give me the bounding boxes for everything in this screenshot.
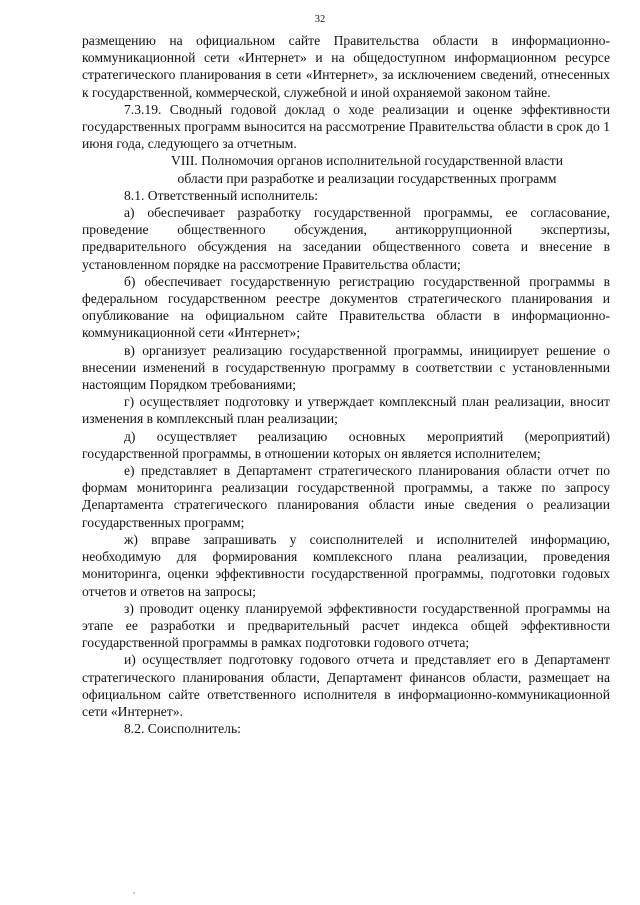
paragraph: 7.3.19. Сводный годовой доклад о ходе реализации и оценке эффективности государственных программ выносится на рассмотрение Правительства области в срок до 1 июня года, следующего за отчетным.	[82, 101, 610, 152]
paragraph: з) проводит оценку планируемой эффективности государственной программы на этапе ее разработки и предварительный расчет индекса общей эффективности государственной программы в рамках подготовки годового отчета;	[82, 600, 610, 651]
section-heading-line: VIII. Полномочия органов исполнительной государственной власти	[171, 153, 563, 169]
paragraph: г) осуществляет подготовку и утверждает комплексный план реализации, вносит изменения в комплексный план реализации;	[82, 394, 610, 427]
paragraph: и) осуществляет подготовку годового отчета и представляет его в Департамент стратегического планирования области, Департамент финансов области, размещает на официальном сайте ответственного исполнителя в информационно-коммуникационной сети «Интернет».	[82, 652, 610, 719]
paragraph: е) представляет в Департамент стратегического планирования области отчет по формам мониторинга реализации государственной программы, а также по запросу Департамента стратегического планирования области иные сведения о реализации государственных программ;	[82, 463, 610, 530]
document-body	[82, 32, 610, 737]
scan-speck	[133, 892, 135, 894]
paragraph: б) обеспечивает государственную регистрацию государственной программы в федеральном государственном реестре документов стратегического планирования и опубликование на официальном сайте Правительства области в информационно-коммуникационной сети «Интернет»;	[82, 273, 610, 341]
page-number: 32	[314, 14, 326, 25]
section-heading	[82, 152, 610, 186]
paragraph: ж) вправе запрашивать у соисполнителей и исполнителей информацию, необходимую для формирования комплексного плана реализации, проведения мониторинга, оценки эффективности государственной программы, подготовки годовых отчетов и ответов на запросы;	[82, 531, 610, 599]
paragraph: а) обеспечивает разработку государственной программы, ее согласование, проведение общественного обсуждения, антикоррупционной экспертизы, предварительного обсуждения на заседании общественного совета и внесение в установленном порядке на рассмотрение Правительства области;	[82, 205, 610, 272]
paragraph: размещению на официальном сайте Правительства области в информационно-коммуникационной сети «Интернет» и на общедоступном информационном ресурсе стратегического планирования в сети «Интернет», за исключением сведений, отнесенных к государственной, коммерческой, служебной и иной охраняемой законом тайне.	[82, 33, 610, 100]
paragraph: 8.1. Ответственный исполнитель:	[124, 187, 318, 203]
section-heading-line: области при разработке и реализации государственных программ	[177, 170, 557, 186]
paragraph: д) осуществляет реализацию основных мероприятий (мероприятий) государственной программы, в отношении которых он является исполнителем;	[82, 428, 610, 461]
paragraph: 8.2. Соисполнитель:	[124, 721, 241, 737]
paragraph: в) организует реализацию государственной программы, инициирует решение о внесении изменений в государственную программу в соответствии с установленными настоящим Порядком требованиями;	[82, 342, 610, 393]
